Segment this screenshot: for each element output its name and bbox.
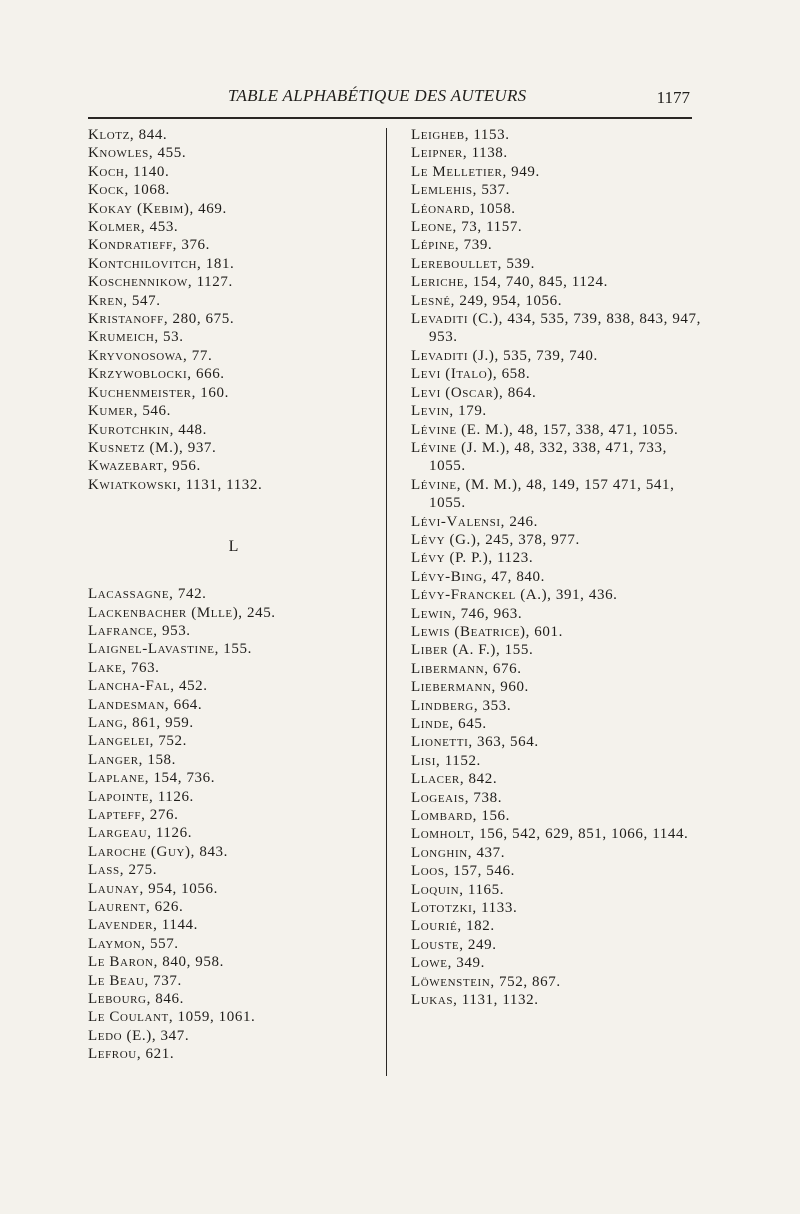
entry-list-k — [88, 126, 380, 494]
index-entry: Lebourg, 846. — [88, 991, 184, 1008]
index-entry: Lemlehis, 537. — [411, 182, 510, 199]
index-entry: Kock, 1068. — [88, 182, 170, 199]
index-entry: Lototzki, 1133. — [411, 900, 518, 917]
index-entry: Kurotchkin, 448. — [88, 421, 207, 438]
page-number: 1177 — [656, 88, 690, 107]
section-letter: L — [228, 538, 240, 556]
index-entry: Lacassagne, 742. — [88, 586, 207, 603]
index-entry: Lionetti, 363, 564. — [411, 734, 539, 751]
index-entry: Kren, 547. — [88, 292, 161, 309]
index-entry: Launay, 954, 1056. — [88, 880, 218, 897]
index-entry: Lewis (Beatrice), 601. — [411, 623, 563, 640]
column-divider — [386, 128, 387, 1076]
index-entry: Lindberg, 353. — [411, 697, 512, 714]
index-entry: Logeais, 738. — [411, 789, 503, 806]
index-entry: Lévine (J. M.), 48, 332, 338, 471, 733, 1055. — [411, 439, 667, 475]
index-entry: Koch, 1140. — [88, 163, 170, 180]
index-entry: Lépine, 739. — [411, 237, 493, 254]
index-entry: Kokay (Kebim), 469. — [88, 200, 227, 217]
index-entry: Lavender, 1144. — [88, 917, 198, 934]
index-entry: Levaditi (J.), 535, 739, 740. — [411, 347, 598, 364]
index-entry: Lesné, 249, 954, 1056. — [411, 292, 563, 309]
index-entry: Kumer, 546. — [88, 403, 171, 420]
index-entry: Ledo (E.), 347. — [88, 1027, 190, 1044]
index-entry: Langelei, 752. — [88, 733, 187, 750]
index-entry: Kristanoff, 280, 675. — [88, 311, 235, 328]
index-entry: Lafrance, 953. — [88, 622, 191, 639]
right-column — [411, 126, 707, 1010]
left-column — [88, 126, 380, 1064]
index-entry: Lapointe, 1126. — [88, 788, 194, 805]
index-entry: Levi (Oscar), 864. — [411, 384, 537, 401]
index-entry: Lomholt, 156, 542, 629, 851, 1066, 1144. — [411, 826, 689, 843]
index-entry: Kontchilovitch, 181. — [88, 255, 235, 272]
index-entry: Laurent, 626. — [88, 899, 184, 916]
index-entry: Krzywoblocki, 666. — [88, 366, 225, 383]
index-entry: Léonard, 1058. — [411, 200, 516, 217]
index-entry: Lancha-Fal, 452. — [88, 678, 208, 695]
index-entry: Lévy (G.), 245, 378, 977. — [411, 531, 580, 548]
index-entry: Lefrou, 621. — [88, 1046, 175, 1063]
index-entry: Le Baron, 840, 958. — [88, 954, 224, 971]
index-entry: Lévy-Bing, 47, 840. — [411, 568, 545, 585]
index-entry: Levaditi (C.), 434, 535, 739, 838, 843, 947, 953. — [411, 311, 701, 346]
index-entry: Lévy-Franckel (A.), 391, 436. — [411, 587, 618, 604]
index-entry: Langer, 158. — [88, 751, 177, 768]
index-entry: Loos, 157, 546. — [411, 863, 515, 880]
index-entry: Kwiatkowski, 1131, 1132. — [88, 476, 263, 493]
index-entry: Leipner, 1138. — [411, 145, 508, 162]
index-entry: Loquin, 1165. — [411, 881, 505, 898]
index-entry: Klotz, 844. — [88, 127, 168, 143]
index-entry: Lévine (E. M.), 48, 157, 338, 471, 1055. — [411, 421, 679, 438]
index-entry: Lombard, 156. — [411, 808, 510, 825]
index-entry: Levin, 179. — [411, 403, 487, 420]
index-entry: Kolmer, 453. — [88, 219, 179, 236]
header-rule — [88, 117, 692, 119]
index-entry: Largeau, 1126. — [88, 825, 193, 842]
index-entry: Levi (Italo), 658. — [411, 366, 531, 383]
page-title: TABLE ALPHABÉTIQUE DES AUTEURS — [228, 86, 527, 105]
entry-list-l — [88, 585, 380, 1064]
index-entry: Louste, 249. — [411, 936, 497, 953]
index-entry: Lewin, 746, 963. — [411, 605, 523, 622]
index-entry: Lapteff, 276. — [88, 807, 179, 823]
index-entry: Liber (A. F.), 155. — [411, 642, 534, 659]
index-entry: Lévy (P. P.), 1123. — [411, 550, 534, 567]
index-entry: Krumeich, 53. — [88, 329, 184, 346]
index-entry: Löwenstein, 752, 867. — [411, 973, 561, 990]
index-entry: Laplane, 154, 736. — [88, 770, 216, 787]
index-entry: Le Beau, 737. — [88, 972, 182, 989]
page-header — [88, 80, 698, 114]
index-entry: Lukas, 1131, 1132. — [411, 992, 539, 1009]
index-entry: Libermann, 676. — [411, 660, 522, 677]
index-entry: Knowles, 455. — [88, 145, 187, 162]
index-entry: Llacer, 842. — [411, 771, 498, 788]
index-entry: Leriche, 154, 740, 845, 1124. — [411, 274, 608, 291]
index-entry: Lereboullet, 539. — [411, 255, 535, 272]
index-entry: Le Coulant, 1059, 1061. — [88, 1009, 256, 1026]
index-entry: Longhin, 437. — [411, 844, 506, 861]
index-entry: Kusnetz (M.), 937. — [88, 439, 217, 456]
index-entry: Leigheb, 1153. — [411, 127, 510, 143]
index-entry: Koschennikow, 1127. — [88, 274, 233, 291]
index-entry: Lourié, 182. — [411, 918, 495, 935]
index-entry: Liebermann, 960. — [411, 679, 529, 696]
index-entry: Linde, 645. — [411, 716, 487, 732]
index-entry: Lévi-Valensi, 246. — [411, 513, 538, 530]
index-entry: Kondratieff, 376. — [88, 237, 211, 254]
index-entry: Lake, 763. — [88, 659, 160, 676]
index-entry: Laroche (Guy), 843. — [88, 843, 228, 860]
index-entry: Lowe, 349. — [411, 955, 485, 972]
index-entry: Kuchenmeister, 160. — [88, 384, 229, 401]
index-entry: Laymon, 557. — [88, 935, 179, 952]
index-entry: Kwazebart, 956. — [88, 458, 201, 475]
index-entry: Lisi, 1152. — [411, 752, 481, 769]
index-entry: Landesman, 664. — [88, 696, 203, 713]
index-entry: Lang, 861, 959. — [88, 714, 194, 731]
index-entry: Leone, 73, 1157. — [411, 219, 523, 236]
index-entry: Kryvonosowa, 77. — [88, 347, 213, 364]
index-entry: Lass, 275. — [88, 862, 158, 879]
index-entry: Laignel-Lavastine, 155. — [88, 641, 252, 658]
index-entry: Lévine, (M. M.), 48, 149, 157 471, 541, 1055. — [411, 476, 675, 512]
index-entry: Lackenbacher (Mlle), 245. — [88, 604, 276, 621]
index-entry: Le Melletier, 949. — [411, 163, 540, 180]
